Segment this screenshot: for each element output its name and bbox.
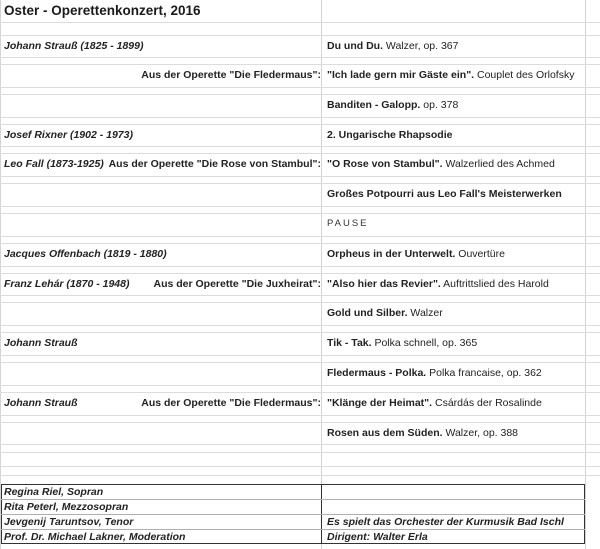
piece-detail: op. 378 bbox=[420, 99, 459, 111]
piece-detail: Csárdás der Rosalinde bbox=[432, 397, 542, 409]
piece-title: "Ich lade gern mir Gäste ein". bbox=[327, 69, 475, 81]
piece-detail: Polka schnell, op. 365 bbox=[371, 337, 478, 349]
piece-title: Gold und Silber. bbox=[327, 307, 408, 319]
piece-title: Banditen - Galopp. bbox=[327, 99, 421, 111]
piece-cell[interactable] bbox=[327, 68, 574, 82]
piece-cell[interactable] bbox=[327, 157, 555, 171]
piece-title: Großes Potpourri aus Leo Fall's Meisterwerken bbox=[327, 188, 562, 200]
row-line bbox=[0, 94, 600, 95]
piece-cell[interactable] bbox=[327, 426, 518, 440]
row-line bbox=[0, 153, 600, 154]
composer-cell[interactable]: Jacques Offenbach (1819 - 1880) bbox=[4, 248, 167, 260]
row-line bbox=[0, 206, 600, 207]
row-line bbox=[0, 392, 600, 393]
operetta-context-cell[interactable]: Aus der Operette "Die Fledermaus": bbox=[141, 69, 321, 81]
row-line bbox=[0, 236, 600, 237]
row-line bbox=[0, 57, 600, 58]
piece-title: "Also hier das Revier". bbox=[327, 278, 441, 290]
piece-title: Tik - Tak. bbox=[327, 337, 372, 349]
row-line bbox=[0, 332, 600, 333]
piece-cell[interactable] bbox=[327, 396, 542, 410]
row-line bbox=[0, 146, 600, 147]
cast-member[interactable]: Prof. Dr. Michael Lakner, Moderation bbox=[4, 531, 186, 543]
composer-cell[interactable]: Johann Strauß (1825 - 1899) bbox=[4, 40, 144, 52]
cast-member[interactable]: Jevgenij Taruntsov, Tenor bbox=[4, 516, 134, 528]
row-line bbox=[0, 213, 600, 214]
piece-detail: Ouvertüre bbox=[455, 248, 505, 260]
piece-title: Orpheus in der Unterwelt. bbox=[327, 248, 456, 260]
row-line bbox=[0, 325, 600, 326]
piece-detail: Polka francaise, op. 362 bbox=[426, 367, 542, 379]
piece-detail: Walzerlied des Achmed bbox=[442, 158, 555, 170]
composer-cell[interactable]: Johann Strauß bbox=[4, 397, 78, 409]
piece-title: "Klänge der Heimat". bbox=[327, 397, 433, 409]
row-line bbox=[0, 355, 600, 356]
row-line bbox=[0, 176, 600, 177]
page-title: Oster - Operettenkonzert, 2016 bbox=[4, 3, 201, 18]
row-line bbox=[0, 124, 600, 125]
row-line bbox=[0, 273, 600, 274]
composer-cell[interactable]: Franz Lehár (1870 - 1948) bbox=[4, 278, 130, 290]
row-line bbox=[0, 22, 600, 23]
piece-title: 2. Ungarische Rhapsodie bbox=[327, 129, 453, 141]
pause-cell[interactable]: PAUSE bbox=[327, 218, 369, 229]
piece-cell[interactable] bbox=[327, 247, 505, 261]
row-line bbox=[0, 35, 600, 36]
row-line bbox=[0, 452, 600, 453]
piece-cell[interactable] bbox=[327, 128, 452, 142]
piece-detail: Walzer, op. 388 bbox=[442, 427, 519, 439]
composer-cell[interactable]: Leo Fall (1873-1925) bbox=[4, 158, 104, 170]
row-line bbox=[0, 415, 600, 416]
row-line bbox=[0, 422, 600, 423]
row-line bbox=[1, 529, 585, 530]
row-line bbox=[0, 362, 600, 363]
row-line bbox=[0, 466, 600, 467]
piece-detail: Couplet des Orlofsky bbox=[474, 69, 575, 81]
piece-title: Du und Du. bbox=[327, 40, 383, 52]
row-line bbox=[1, 514, 585, 515]
operetta-context-cell[interactable]: Aus der Operette "Die Rose von Stambul": bbox=[108, 158, 321, 170]
row-line bbox=[0, 243, 600, 244]
composer-cell[interactable]: Johann Strauß bbox=[4, 337, 78, 349]
orchestra-cell[interactable]: Es spielt das Orchester der Kurmusik Bad Ischl bbox=[327, 516, 564, 528]
row-line bbox=[0, 302, 600, 303]
row-line bbox=[0, 117, 600, 118]
row-line bbox=[0, 87, 600, 88]
cast-member[interactable]: Regina Riel, Sopran bbox=[4, 486, 104, 498]
row-line bbox=[0, 475, 600, 476]
row-line bbox=[0, 266, 600, 267]
piece-cell[interactable] bbox=[327, 336, 477, 350]
row-line bbox=[0, 64, 600, 65]
row-line bbox=[0, 295, 600, 296]
piece-cell[interactable] bbox=[327, 366, 542, 380]
conductor-cell[interactable]: Dirigent: Walter Erla bbox=[327, 531, 428, 543]
piece-cell[interactable] bbox=[327, 39, 458, 53]
operetta-context-cell[interactable]: Aus der Operette "Die Juxheirat": bbox=[153, 278, 321, 290]
piece-detail: Walzer, op. 367 bbox=[383, 40, 459, 52]
cast-member[interactable]: Rita Peterl, Mezzosopran bbox=[4, 501, 129, 513]
piece-cell[interactable] bbox=[327, 277, 549, 291]
operetta-context-cell[interactable]: Aus der Operette "Die Fledermaus": bbox=[141, 397, 321, 409]
piece-detail: Auftrittslied des Harold bbox=[440, 278, 549, 290]
piece-cell[interactable] bbox=[327, 98, 458, 112]
row-line bbox=[0, 444, 600, 445]
row-line bbox=[1, 499, 585, 500]
row-line bbox=[0, 183, 600, 184]
piece-title: "O Rose von Stambul". bbox=[327, 158, 443, 170]
piece-cell[interactable] bbox=[327, 306, 443, 320]
composer-cell[interactable]: Josef Rixner (1902 - 1973) bbox=[4, 129, 133, 141]
piece-title: Fledermaus - Polka. bbox=[327, 367, 427, 379]
piece-cell[interactable] bbox=[327, 187, 562, 201]
piece-title: Rosen aus dem Süden. bbox=[327, 427, 443, 439]
piece-detail: Walzer bbox=[407, 307, 443, 319]
row-line bbox=[0, 385, 600, 386]
